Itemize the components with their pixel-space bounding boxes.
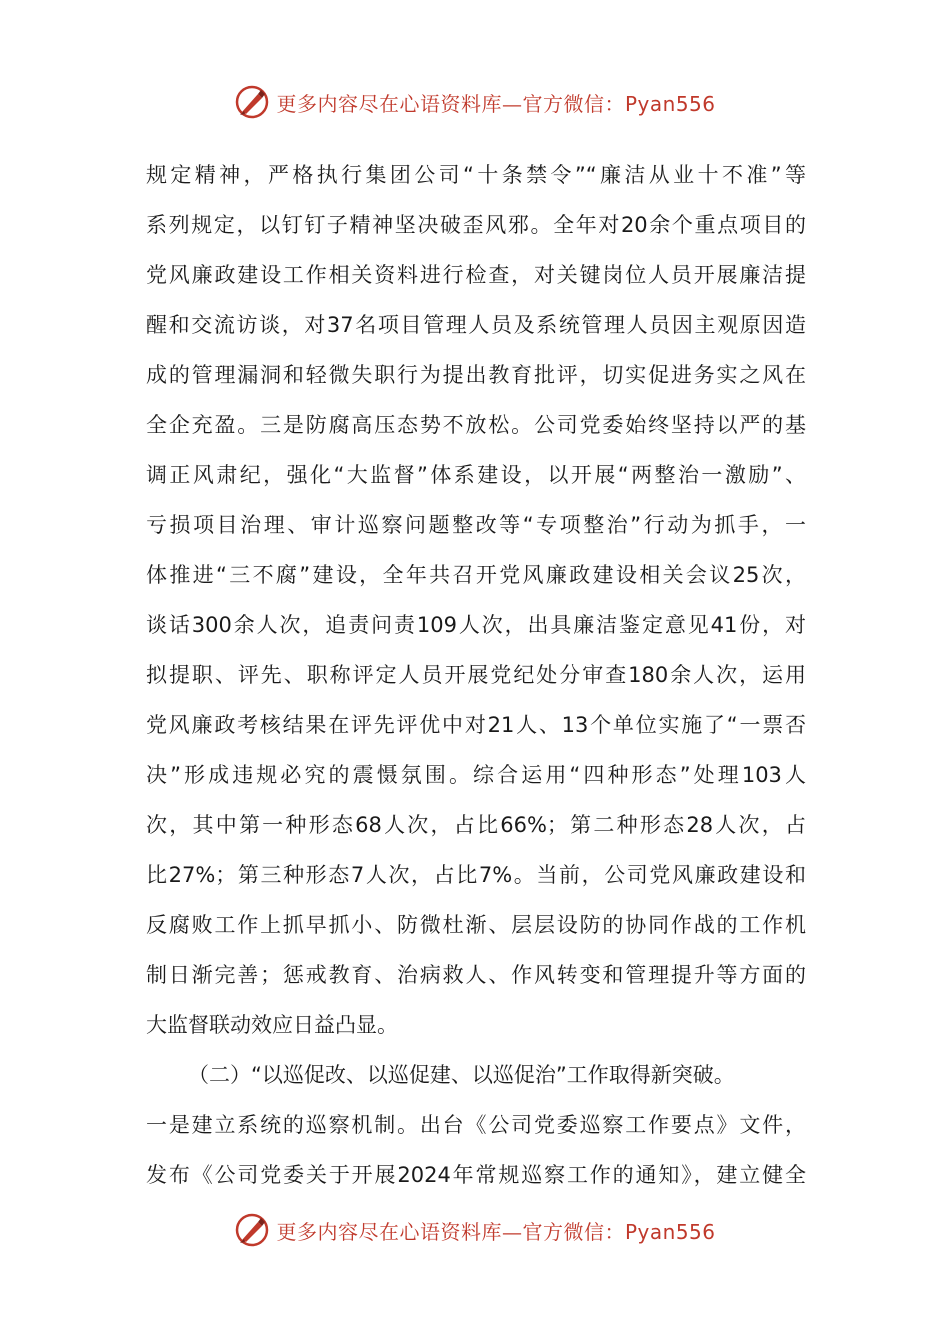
- text-line: 比27%；第三种形态7人次，占比7%。当前，公司党风廉政建设和: [146, 863, 806, 887]
- text-line: 党风廉政建设工作相关资料进行检查，对关键岗位人员开展廉洁提: [146, 263, 806, 287]
- text-line: 谈话300余人次，追责问责109人次，出具廉洁鉴定意见41份，对: [146, 613, 806, 637]
- text-line: 党风廉政考核结果在评先评优中对21人、13个单位实施了“一票否: [146, 713, 806, 737]
- text-line: 反腐败工作上抓早抓小、防微杜渐、层层设防的协同作战的工作机: [146, 913, 806, 937]
- banner-label: 更多内容尽在心语资料库—官方微信：: [276, 91, 625, 116]
- text-line: 决”形成违规必究的震慑氛围。综合运用“四种形态”处理103人: [146, 763, 806, 787]
- text-line: 调正风肃纪，强化“大监督”体系建设，以开展“两整治一激励”、: [146, 463, 806, 487]
- text-line: 成的管理漏洞和轻微失职行为提出教育批评，切实促进务实之风在: [146, 363, 806, 387]
- text-line: 制日渐完善；惩戒教育、治病救人、作风转变和管理提升等方面的: [146, 963, 806, 987]
- text-line: 系列规定，以钉钉子精神坚决破歪风邪。全年对20余个重点项目的: [146, 213, 806, 237]
- text-line: 醒和交流访谈，对37名项目管理人员及系统管理人员因主观原因造: [146, 313, 806, 337]
- text-line: 全企充盈。三是防腐高压态势不放松。公司党委始终坚持以严的基: [146, 413, 806, 437]
- text-line: 拟提职、评先、职称评定人员开展党纪处分审查180余人次，运用: [146, 663, 806, 687]
- pen-logo-icon: [234, 1212, 270, 1248]
- wechat-id: Pyan556: [624, 1219, 716, 1244]
- text-line: 规定精神，严格执行集团公司“十条禁令”“廉洁从业十不准”等: [146, 163, 806, 187]
- wechat-id: Pyan556: [624, 91, 716, 116]
- text-line: 亏损项目治理、审计巡察问题整改等“专项整治”行动为抓手，一: [146, 513, 806, 537]
- header-watermark-banner: [0, 82, 950, 122]
- text-line: 发布《公司党委关于开展2024年常规巡察工作的通知》，建立健全: [146, 1163, 806, 1187]
- paragraph-end-line: 大监督联动效应日益凸显。: [146, 1013, 398, 1037]
- pen-logo-icon: [234, 84, 270, 120]
- text-line: 次，其中第一种形态68人次，占比66%；第二种形态28人次，占: [146, 813, 806, 837]
- banner-text: [276, 1216, 715, 1245]
- banner-label: 更多内容尽在心语资料库—官方微信：: [276, 1219, 625, 1244]
- document-body: [146, 150, 806, 1200]
- section-heading: （二）“以巡促改、以巡促建、以巡促治”工作取得新突破。: [188, 1063, 735, 1087]
- footer-watermark-banner: [0, 1210, 950, 1250]
- banner-text: [276, 88, 715, 117]
- text-line: 一是建立系统的巡察机制。出台《公司党委巡察工作要点》文件，: [146, 1113, 806, 1137]
- text-line: 体推进“三不腐”建设，全年共召开党风廉政建设相关会议25次，: [146, 563, 806, 587]
